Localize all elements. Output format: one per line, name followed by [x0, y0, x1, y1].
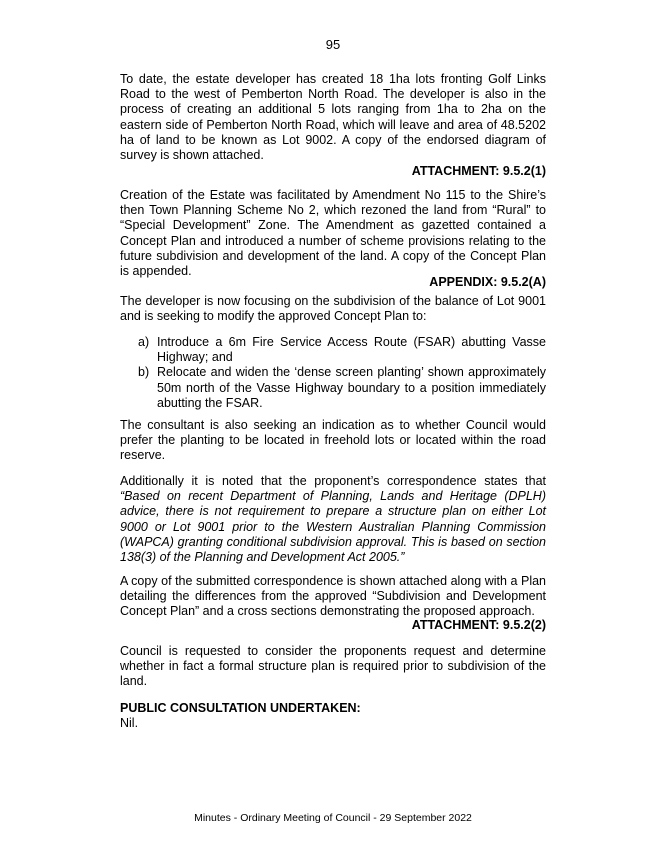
- attachment-ref-1: ATTACHMENT: 9.5.2(1): [411, 164, 546, 178]
- paragraph-developer-focus: The developer is now focusing on the subdivision of the balance of Lot 9001 and is seeking to modify the approved Concept Plan to:: [120, 294, 546, 324]
- list-item: [120, 335, 546, 365]
- list-item-text: Introduce a 6m Fire Service Access Route (FSAR) abutting Vasse Highway; and: [157, 335, 546, 365]
- modification-list: [120, 335, 546, 411]
- list-marker: a): [138, 335, 150, 349]
- paragraph-dplh-advice: [120, 474, 546, 565]
- paragraph-submitted-correspondence: A copy of the submitted correspondence is shown attached along with a Plan detailing the differences from the approved “Subdivision and Development Concept Plan” and a cross sections demonstrating the proposed approach.: [120, 574, 546, 619]
- attachment-ref-2: ATTACHMENT: 9.5.2(2): [411, 618, 546, 632]
- paragraph-nil: Nil.: [120, 716, 139, 730]
- paragraph-lead-text: Additionally it is noted that the proponent’s correspondence states that: [120, 474, 546, 488]
- paragraph-estate-creation: Creation of the Estate was facilitated by Amendment No 115 to the Shire’s then Town Planning Scheme No 2, which rezoned the land from “Rural” to “Special Development” Zone. The Amendment as gazetted contained a Concept Plan and introduced a number of scheme provisions relating to the future subdivision and development of the land. A copy of the Concept Plan is appended.: [120, 188, 546, 279]
- paragraph-consultant: The consultant is also seeking an indication as to whether Council would prefer the planting to be located in freehold lots or located within the road reserve.: [120, 418, 546, 463]
- paragraph-lots-created: To date, the estate developer has created 18 1ha lots fronting Golf Links Road to the west of Pemberton North Road. The developer is also in the process of creating an additional 5 lots ranging from 1ha to 2ha on the eastern side of Pemberton North Road, which will leave and area of 48.5202 ha of land to be known as Lot 9002. A copy of the endorsed diagram of survey is shown attached.: [120, 72, 546, 163]
- list-item-text: Relocate and widen the ‘dense screen planting’ shown approximately 50m north of the Vasse Highway boundary to a position immediately abutting the FSAR.: [157, 365, 546, 410]
- list-item: [120, 365, 546, 411]
- appendix-ref: APPENDIX: 9.5.2(A): [429, 275, 546, 289]
- quoted-correspondence: “Based on recent Department of Planning, Lands and Heritage (DPLH) advice, there is not requirement to prepare a structure plan on either Lot 9000 or Lot 9001 prior to the Western Australian Planning Commission (WAPCA) granting conditional subdivision approval. This is based on section 138(3) of the Planning and Development Act 2005.”: [120, 489, 546, 565]
- list-marker: b): [138, 365, 150, 380]
- page-number: 95: [325, 37, 341, 52]
- paragraph-council-request: Council is requested to consider the proponents request and determine whether in fact a formal structure plan is required prior to subdivision of the land.: [120, 644, 546, 689]
- page-footer: Minutes - Ordinary Meeting of Council - 29 September 2022: [194, 812, 472, 824]
- section-heading-public-consultation: PUBLIC CONSULTATION UNDERTAKEN:: [120, 701, 361, 715]
